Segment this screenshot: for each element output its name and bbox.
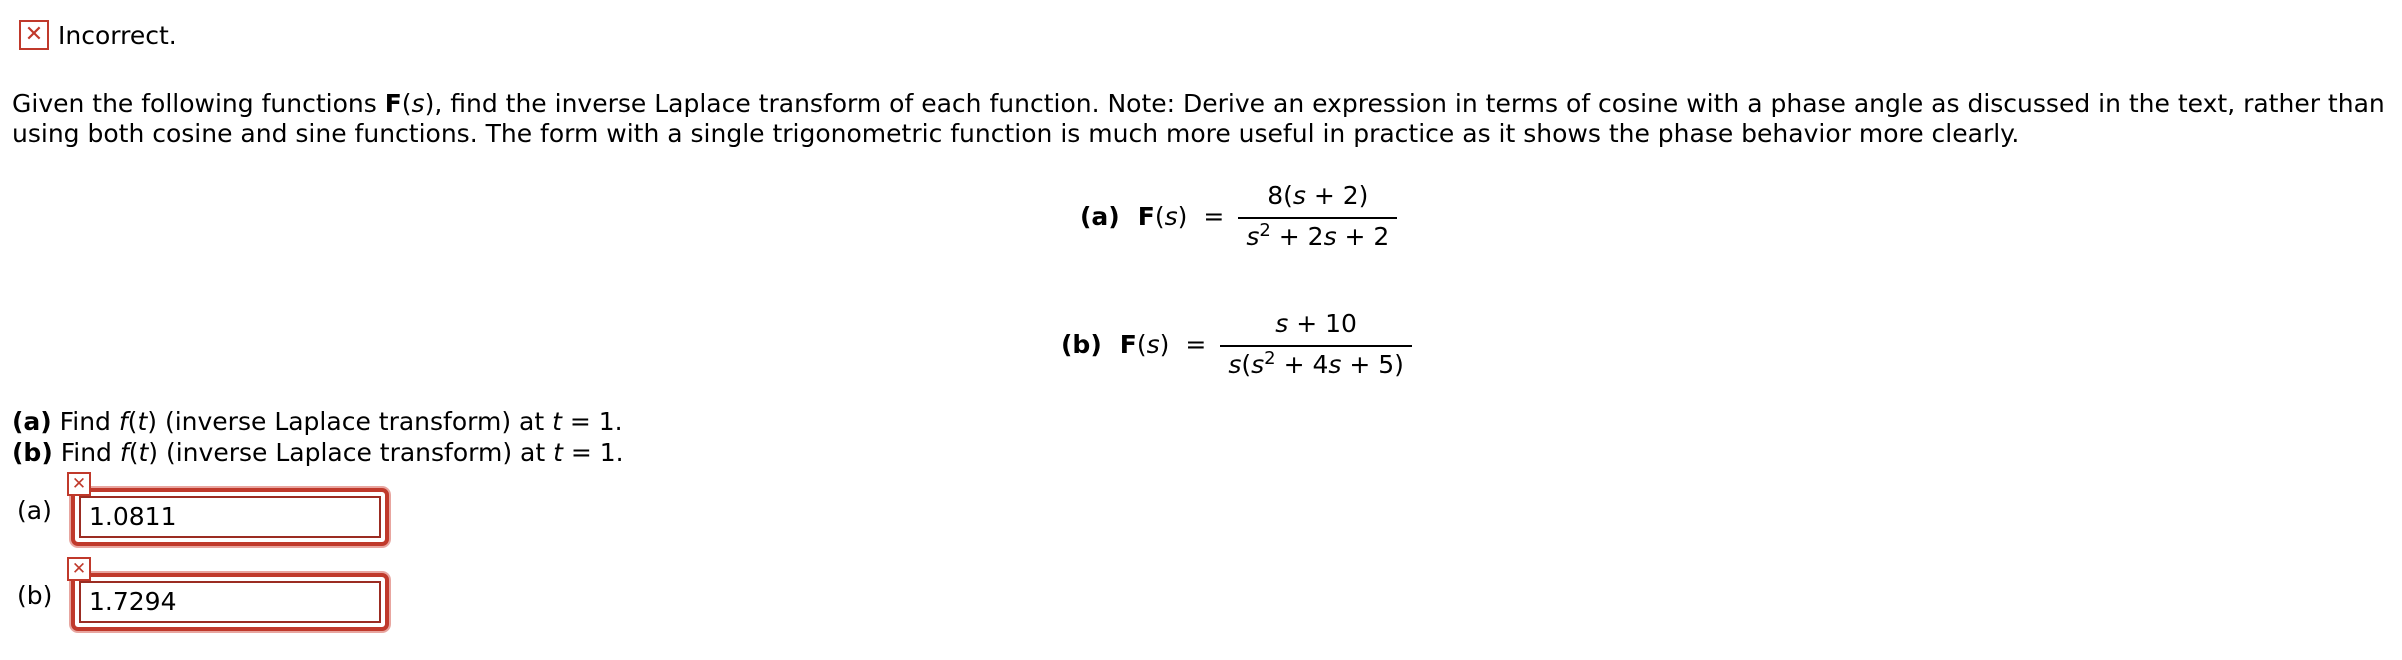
equation-b-den-exp: 2 (1264, 348, 1276, 369)
answer-a-input[interactable]: 1.0811 (79, 496, 381, 538)
function-name: F (384, 89, 402, 118)
equation-b-den-var: s (1228, 350, 1242, 379)
prompt-a-func-arg-open: ( (127, 407, 138, 436)
prompt-b-func-arg-open: ( (128, 438, 139, 467)
question-text (12, 89, 2397, 149)
prompt-a-var: t (552, 407, 562, 436)
equation-a-fraction (1238, 181, 1397, 252)
equation-a-num-pre: 8( (1267, 181, 1293, 210)
prompt-a-tag: (a) (12, 407, 52, 436)
question-intro-after: , find the inverse Laplace transform of each function. Note: Derive an expression in terms of cosine with a phase angle as discussed in the text, rather than using both cosine and sine functions. The form with a single trigonometric function is much more useful in practice as it shows the phase behavior more clearly. (12, 89, 2385, 148)
prompts (12, 406, 624, 468)
equation-b-num-var: s (1275, 309, 1289, 338)
function-arg-open: ( (401, 89, 412, 118)
equation-a-arg-close: ) (1177, 202, 1188, 231)
result-status-text: Incorrect. (58, 20, 177, 50)
equation-a-tag: (a) (1080, 202, 1120, 231)
equation-b-tag: (b) (1061, 330, 1102, 359)
equation-a-den-var2: s (1323, 222, 1337, 251)
equation-b-arg-open: ( (1136, 330, 1147, 359)
equation-a (1080, 181, 1397, 252)
prompt-b-text-middle: (inverse Laplace transform) at (158, 438, 554, 467)
equation-a-equals: = (1203, 202, 1225, 231)
equation-a-den-mid: + 2 (1270, 222, 1324, 251)
prompt-a-func: f (118, 407, 128, 436)
equation-b-denominator (1220, 347, 1412, 380)
equation-b-function: F (1119, 330, 1137, 359)
equation-a-function: F (1137, 202, 1155, 231)
prompt-a-text-after: = 1. (561, 407, 623, 436)
close-icon: ✕ (19, 20, 49, 50)
function-arg-close: ) (424, 89, 435, 118)
answer-a-box (71, 488, 389, 546)
answer-b-input[interactable]: 1.7294 (79, 581, 381, 623)
equation-b-num-post: + 10 (1288, 309, 1357, 338)
equation-b-numerator (1267, 309, 1365, 345)
prompt-b-func: f (119, 438, 129, 467)
equation-a-numerator (1259, 181, 1376, 217)
equation-a-denominator (1238, 219, 1397, 252)
equation-a-num-var: s (1292, 181, 1306, 210)
prompt-b-func-arg: t (138, 438, 149, 467)
equation-b-den-var2: s (1328, 350, 1342, 379)
function-arg: s (411, 89, 425, 118)
answer-row-b (17, 558, 389, 631)
answer-row-a (17, 473, 389, 546)
equation-a-den-exp: 2 (1259, 220, 1271, 241)
result-status (19, 20, 177, 50)
equation-b-fraction (1220, 309, 1412, 380)
equation-b-den-post: + 5) (1341, 350, 1404, 379)
equation-a-arg-open: ( (1154, 202, 1165, 231)
prompt-a-func-arg: t (137, 407, 148, 436)
prompt-b-text-before: Find (52, 438, 120, 467)
answer-b-box (71, 573, 389, 631)
prompt-b-var: t (553, 438, 563, 467)
answer-a-label: (a) (17, 496, 52, 525)
equation-a-den-post: + 2 (1336, 222, 1390, 251)
equation-a-num-post: + 2) (1305, 181, 1369, 210)
equation-b-equals: = (1185, 330, 1207, 359)
equation-b-den-open: ( (1241, 350, 1252, 379)
equation-b-den-mid: + 4 (1275, 350, 1329, 379)
question-intro-before: Given the following functions (12, 89, 385, 118)
prompt-a-text-middle: (inverse Laplace transform) at (157, 407, 553, 436)
prompt-a (12, 406, 624, 437)
prompt-a-func-arg-close: ) (147, 407, 158, 436)
answer-b-label: (b) (17, 581, 53, 610)
prompt-b (12, 437, 624, 468)
prompt-a-text-before: Find (51, 407, 119, 436)
close-icon: ✕ (67, 557, 91, 581)
equation-b-arg-close: ) (1159, 330, 1170, 359)
equation-b-den-var-inner: s (1251, 350, 1265, 379)
equation-b-arg: s (1146, 330, 1160, 359)
answer-b-wrapper (71, 558, 389, 631)
close-icon: ✕ (67, 472, 91, 496)
prompt-b-text-after: = 1. (562, 438, 624, 467)
answer-a-wrapper (71, 473, 389, 546)
prompt-b-func-arg-close: ) (148, 438, 159, 467)
equation-b (1061, 309, 1412, 380)
equation-a-arg: s (1164, 202, 1178, 231)
equation-a-den-var: s (1246, 222, 1260, 251)
prompt-b-tag: (b) (12, 438, 53, 467)
